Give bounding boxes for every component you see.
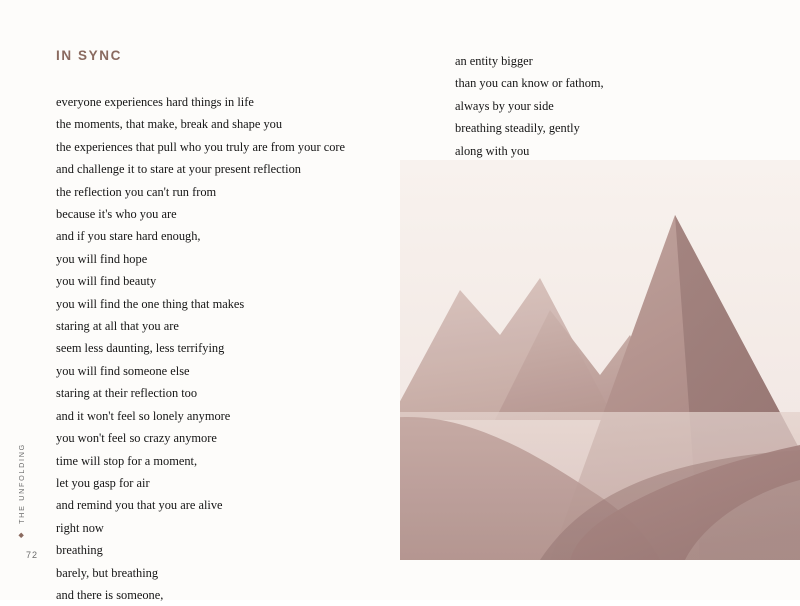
poem-line: barely, but breathing [56, 565, 159, 580]
poem-line: seem less daunting, less terrifying [56, 341, 225, 356]
poem-line: the experiences that pull who you truly are from your core [56, 139, 346, 154]
left-text-column [56, 48, 386, 606]
poem-line: the reflection you can't run from [56, 184, 217, 199]
mountains-and-river-watercolor-illustration [400, 160, 800, 560]
poem-line: an entity bigger [455, 54, 533, 68]
page-number: 72 [26, 550, 39, 560]
poem-line: you will find someone else [56, 363, 190, 378]
poem-line: time will stop for a moment, [56, 453, 198, 468]
diamond-icon: ◆ [18, 530, 25, 538]
running-head-label: THE UNFOLDING [17, 443, 26, 524]
poem-body-left [56, 91, 386, 606]
poem-line: and there is someone, [56, 587, 164, 602]
poem-line: along with you [455, 143, 530, 158]
poem-line: you will find hope [56, 251, 148, 266]
poem-line: right now [56, 520, 104, 535]
running-head [17, 443, 26, 538]
poem-line: you will find the one thing that makes [56, 296, 245, 311]
poem-line: staring at all that you are [56, 319, 179, 334]
poem-line: and if you stare hard enough, [56, 229, 201, 244]
poem-line: and remind you that you are alive [56, 498, 223, 513]
poem-line: you won't feel so crazy anymore [56, 431, 217, 446]
poem-line: and it won't feel so lonely anymore [56, 408, 231, 423]
poem-line: breathing [56, 543, 103, 558]
poem-line: and challenge it to stare at your present reflection [56, 162, 301, 177]
poem-line: the moments, that make, break and shape you [56, 117, 283, 132]
poem-line: everyone experiences hard things in life [56, 95, 254, 109]
right-text-column [455, 50, 755, 162]
poem-line: you will find beauty [56, 274, 157, 289]
page-title: IN SYNC [56, 48, 122, 63]
poem-line: because it's who you are [56, 207, 177, 222]
poem-body-right [455, 50, 755, 162]
poem-line: breathing steadily, gently [455, 121, 580, 136]
poem-line: staring at their reflection too [56, 386, 198, 401]
poem-line: let you gasp for air [56, 475, 150, 490]
poem-line: always by your side [455, 98, 554, 113]
poem-line: than you can know or fathom, [455, 76, 604, 91]
